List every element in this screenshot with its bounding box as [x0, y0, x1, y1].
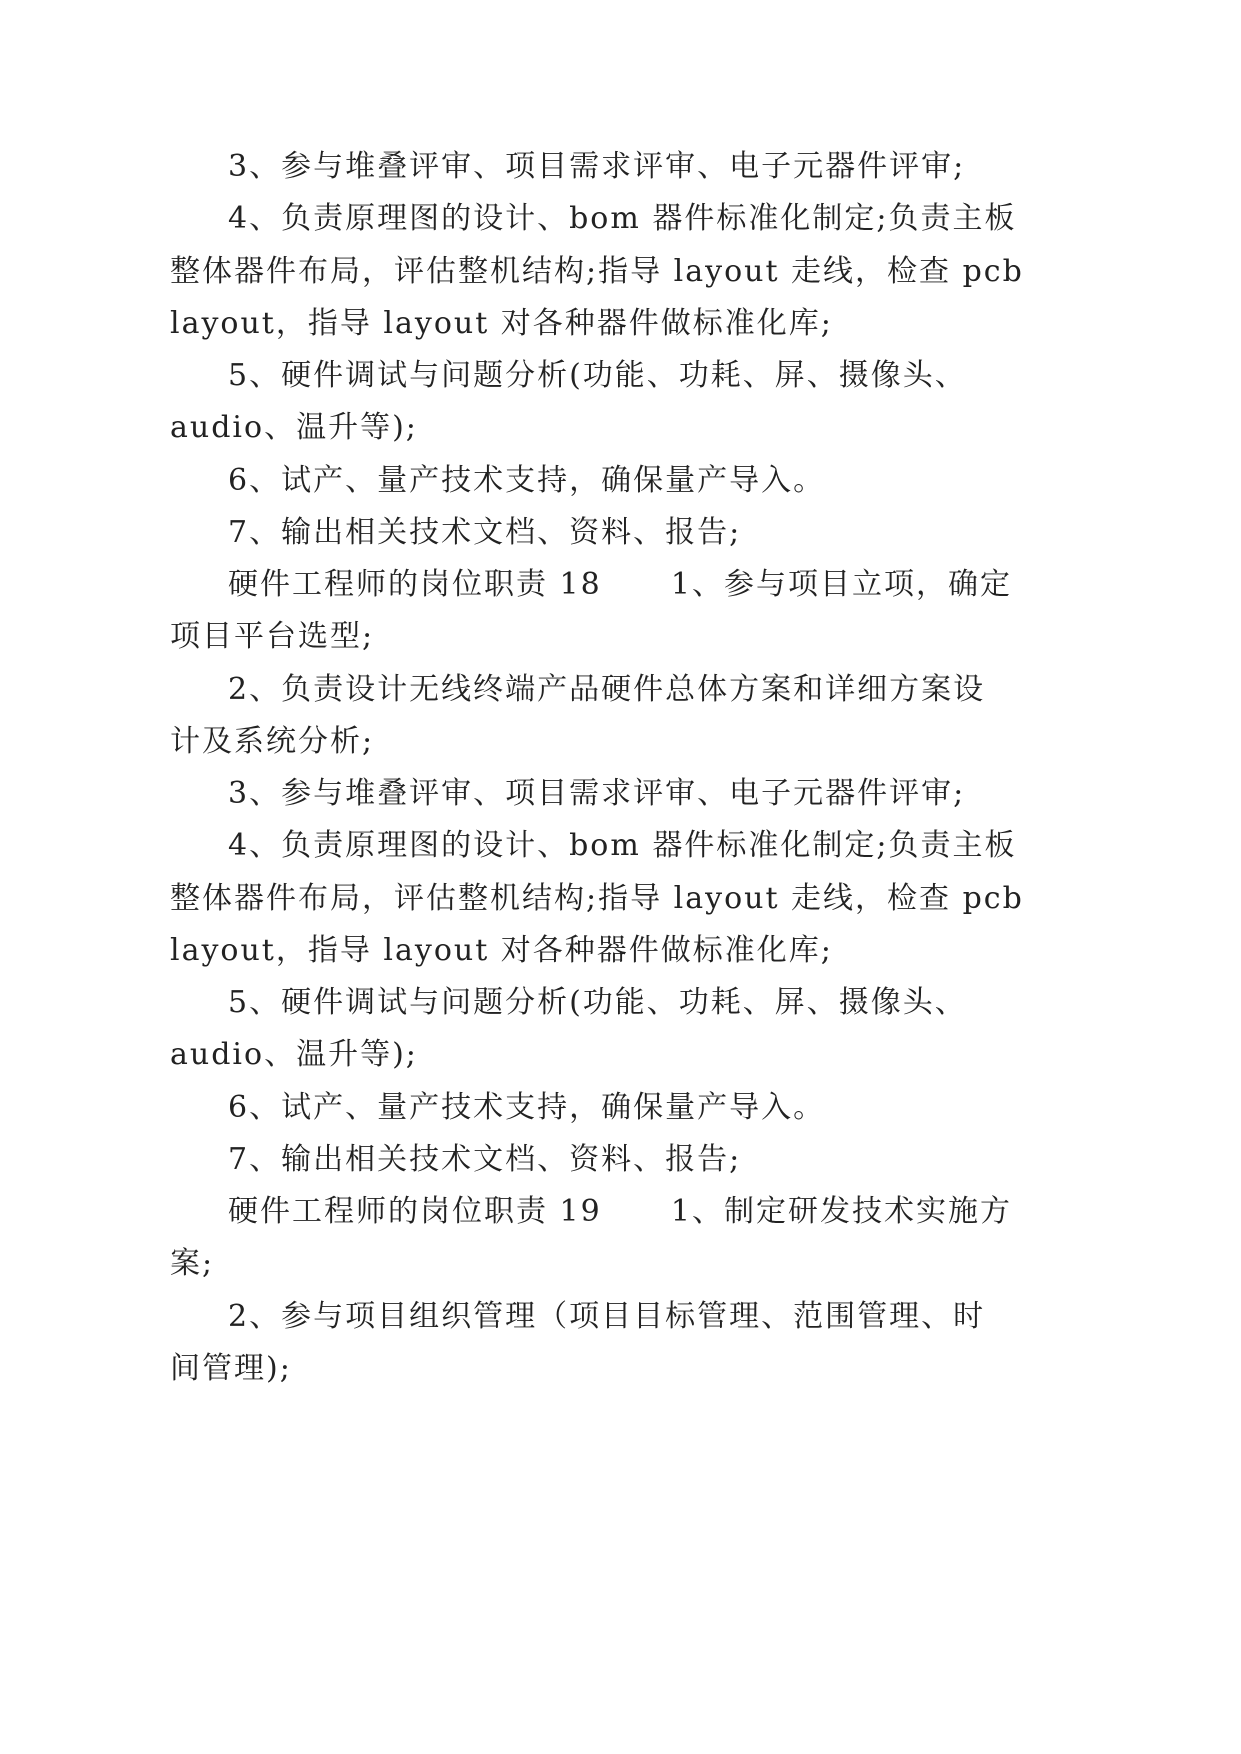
text-line: 5、硬件调试与问题分析(功能、功耗、屏、摄像头、 — [228, 985, 967, 1020]
text-line: 硬件工程师的岗位职责 19 1、制定研发技术实施方 — [228, 1194, 1013, 1229]
text-line: 5、硬件调试与问题分析(功能、功耗、屏、摄像头、 — [228, 358, 967, 393]
text-line: 计及系统分析; — [170, 724, 375, 759]
text-line: 案; — [170, 1246, 215, 1281]
text-line: 3、参与堆叠评审、项目需求评审、电子元器件评审; — [228, 776, 966, 811]
text-line: 7、输出相关技术文档、资料、报告; — [228, 515, 742, 550]
text-line: 间管理); — [170, 1351, 292, 1386]
text-line: 4、负责原理图的设计、bom 器件标准化制定;负责主板 — [228, 828, 1017, 863]
text-line: 6、试产、量产技术支持，确保量产导入。 — [228, 463, 826, 498]
text-line: 7、输出相关技术文档、资料、报告; — [228, 1142, 742, 1177]
text-line: layout，指导 layout 对各种器件做标准化库; — [170, 933, 833, 968]
text-line: layout，指导 layout 对各种器件做标准化库; — [170, 306, 833, 341]
text-line: 4、负责原理图的设计、bom 器件标准化制定;负责主板 — [228, 201, 1017, 236]
text-line: 2、参与项目组织管理（项目目标管理、范围管理、时 — [228, 1299, 986, 1334]
text-line: 整体器件布局，评估整机结构;指导 layout 走线，检查 pcb — [170, 254, 1024, 289]
text-line: 3、参与堆叠评审、项目需求评审、电子元器件评审; — [228, 149, 966, 184]
text-line: 整体器件布局，评估整机结构;指导 layout 走线，检查 pcb — [170, 881, 1024, 916]
text-line: audio、温升等); — [170, 410, 418, 445]
text-line: 2、负责设计无线终端产品硬件总体方案和详细方案设 — [228, 672, 986, 707]
text-line: 硬件工程师的岗位职责 18 1、参与项目立项，确定 — [228, 567, 1013, 602]
text-line: audio、温升等); — [170, 1037, 418, 1072]
text-line: 6、试产、量产技术支持，确保量产导入。 — [228, 1090, 826, 1125]
text-line: 项目平台选型; — [170, 619, 375, 654]
